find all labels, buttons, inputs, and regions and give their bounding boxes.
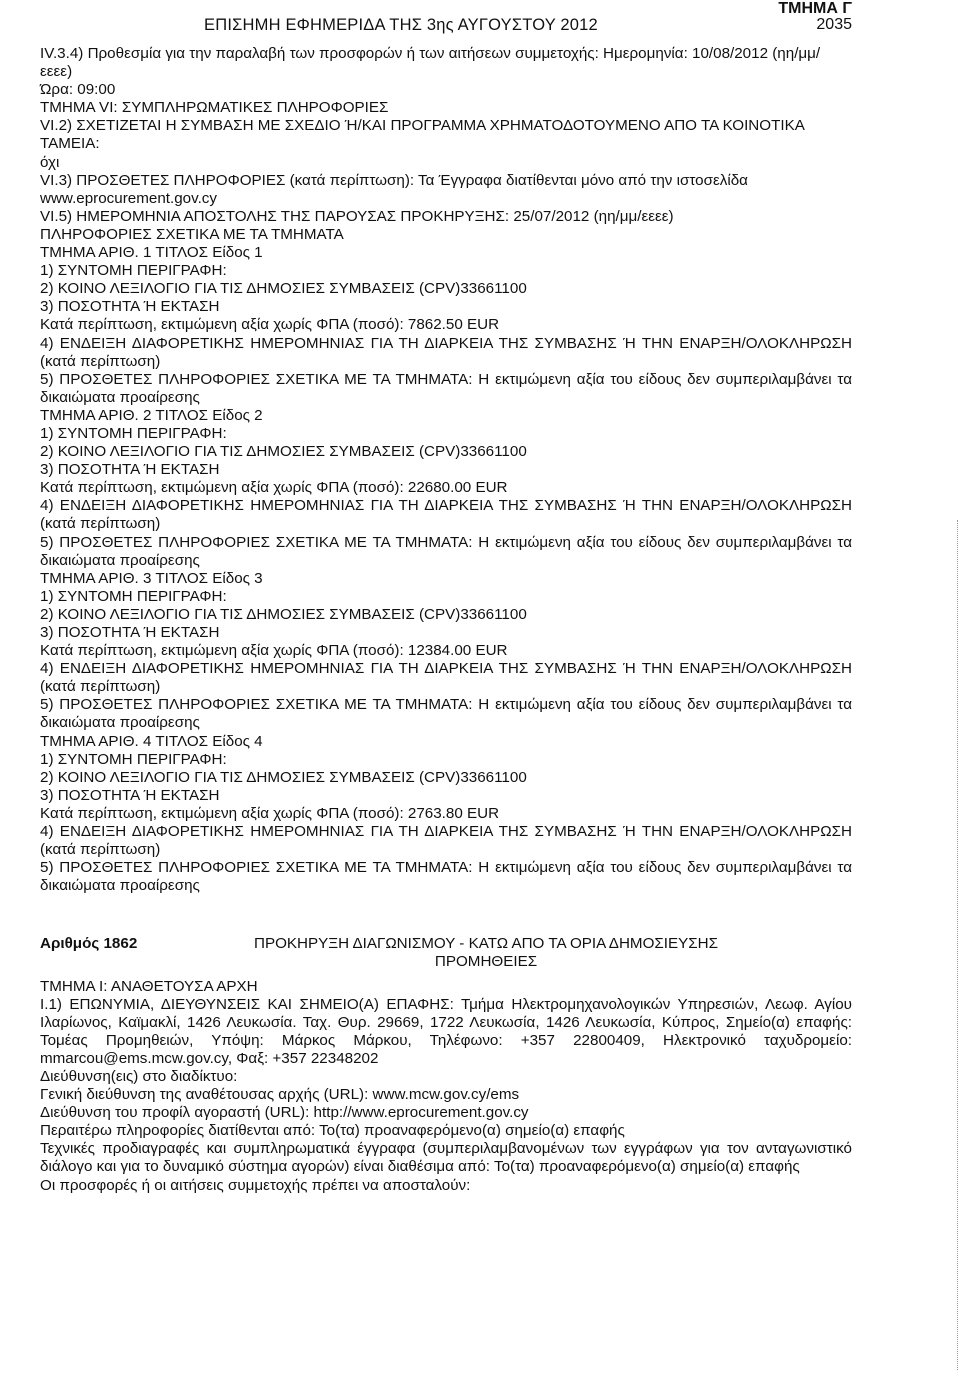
lot-cpv: 2) ΚΟΙΝΟ ΛΕΞΙΛΟΓΙΟ ΓΙΑ ΤΙΣ ΔΗΜΟΣΙΕΣ ΣΥΜΒΑΣΕΙΣ (CPV)33661100	[40, 443, 527, 461]
eu-funds-answer: όχι	[40, 153, 60, 171]
authority-section: ΤΜΗΜΑ Ι: ΑΝΑΘΕΤΟΥΣΑ ΑΡΧΗ	[40, 977, 258, 995]
general-url: Γενική διεύθυνση της αναθέτουσας αρχής (URL): www.mcw.gov.cy/ems	[40, 1086, 520, 1104]
lot-additional-info: 5) ΠΡΟΣΘΕΤΕΣ ΠΛΗΡΟΦΟΡΙΕΣ ΣΧΕΤΙΚΑ ΜΕ ΤΑ ΤΜΗΜΑΤΑ: Η εκτιμώμενη αξία του είδους δεν συμπεριλαμβάνει τα δικαιώματα προαίρεσης	[40, 370, 852, 406]
lot-dates: 4) ΕΝΔΕΙΞΗ ΔΙΑΦΟΡΕΤΙΚΗΣ ΗΜΕΡΟΜΗΝΙΑΣ ΓΙΑ ΤΗ ΔΙΑΡΚΕΙΑ ΤΗΣ ΣΥΜΒΑΣΗΣ Ή ΤΗΝ ΕΝΑΡΞΗ/ΟΛΟΚΛΗΡΩΣΗ (κατά περίπτωση)	[40, 823, 852, 859]
notice-heading: ΠΡΟΚΗΡΥΞΗ ΔΙΑΓΩΝΙΣΜΟΥ - ΚΑΤΩ ΑΠΟ ΤΑ ΟΡΙΑ ΔΗΜΟΣΙΕΥΣΗΣ	[253, 935, 718, 953]
document-body	[40, 45, 852, 1195]
buyer-profile-url: Διεύθυνση του προφίλ αγοραστή (URL): http://www.eprocurement.gov.cy	[40, 1104, 529, 1122]
further-info: Περαιτέρω πληροφορίες διατίθενται από: Το(τα) προαναφερόμενο(α) σημείο(α) επαφής	[40, 1122, 625, 1140]
lot-title: ΤΜΗΜΑ ΑΡΙΘ. 2 ΤΙΤΛΟΣ Είδος 2	[40, 406, 263, 424]
section-heading: ΤΜΗΜΑ VI: ΣΥΜΠΛΗΡΩΜΑΤΙΚΕΣ ΠΛΗΡΟΦΟΡΙΕΣ	[40, 99, 389, 117]
submission-address: Οι προσφορές ή οι αιτήσεις συμμετοχής πρέπει να αποσταλούν:	[40, 1176, 471, 1194]
lot-value: Κατά περίπτωση, εκτιμώμενη αξία χωρίς ΦΠΑ (ποσό): 12384.00 EUR	[40, 642, 508, 660]
lot-block	[40, 407, 852, 570]
lot-block	[40, 733, 852, 896]
eu-funds-question: VI.2) ΣΧΕΤΙΖΕΤΑΙ Η ΣΥΜΒΑΣΗ ΜΕ ΣΧΕΔΙΟ Ή/ΚΑΙ ΠΡΟΓΡΑΜΜΑ ΧΡΗΜΑΤΟΔΟΤΟΥΜΕΝΟ ΑΠΟ ΤΑ ΚΟΙΝΟΤΙΚΑ ΤΑΜΕΙΑ:	[40, 117, 804, 153]
dispatch-date: VI.5) ΗΜΕΡΟΜΗΝΙΑ ΑΠΟΣΤΟΛΗΣ ΤΗΣ ΠΑΡΟΥΣΑΣ ΠΡΟΚΗΡΥΞΗΣ: 25/07/2012 (ηη/μμ/εεεε)	[40, 207, 674, 225]
scan-edge	[956, 520, 958, 1370]
lot-dates: 4) ΕΝΔΕΙΞΗ ΔΙΑΦΟΡΕΤΙΚΗΣ ΗΜΕΡΟΜΗΝΙΑΣ ΓΙΑ ΤΗ ΔΙΑΡΚΕΙΑ ΤΗΣ ΣΥΜΒΑΣΗΣ Ή ΤΗΝ ΕΝΑΡΞΗ/ΟΛΟΚΛΗΡΩΣΗ (κατά περίπτωση)	[40, 660, 852, 696]
lot-quantity: 3) ΠΟΣΟΤΗΤΑ Ή ΕΚΤΑΣΗ	[40, 786, 220, 804]
additional-info: VI.3) ΠΡΟΣΘΕΤΕΣ ΠΛΗΡΟΦΟΡΙΕΣ (κατά περίπτωση): Τα Έγγραφα διατίθενται μόνο από την ιστοσελίδα	[40, 171, 748, 189]
lot-description: 1) ΣΥΝΤΟΜΗ ΠΕΡΙΓΡΑΦΗ:	[40, 750, 227, 768]
gazette-title: ΕΠΙΣΗΜΗ ΕΦΗΜΕΡΙΔΑ ΤΗΣ 3ης ΑΥΓΟΥΣΤΟΥ 2012	[204, 16, 598, 34]
lot-quantity: 3) ΠΟΣΟΤΗΤΑ Ή ΕΚΤΑΣΗ	[40, 624, 220, 641]
lot-title: ΤΜΗΜΑ ΑΡΙΘ. 3 ΤΙΤΛΟΣ Είδος 3	[40, 569, 263, 587]
authority-contact: Ι.1) ΕΠΩΝΥΜΙΑ, ΔΙΕΥΘΥΝΣΕΙΣ ΚΑΙ ΣΗΜΕΙΟ(Α) ΕΠΑΦΗΣ: Τμήμα Ηλεκτρομηχανολογικών Υπηρεσιών, Λεωφ. Αγίου Ιλαρίωνος, Καϊμακλί, 1426 Λευκωσία. Ταχ. Θυρ. 29669, 1722 Λευκωσία, 1426 Λευκωσία, Κύπρος, Σημείο(α) επαφής: Τομέας Προμηθειών, Υπόψη: Μάρκος Μάρκου, Τηλέφωνο: +357 22800409, Ηλεκτρονικό ταχυδρομείο: mmarcou@ems.mcw.gov.cy, Φαξ: +357 22348202	[40, 995, 852, 1067]
procurement-url: www.eprocurement.gov.cy	[40, 189, 217, 207]
lots-heading: ΠΛΗΡΟΦΟΡΙΕΣ ΣΧΕΤΙΚΑ ΜΕ ΤΑ ΤΜΗΜΑΤΑ	[40, 225, 344, 243]
page-header	[204, 0, 852, 40]
lot-value: Κατά περίπτωση, εκτιμώμενη αξία χωρίς ΦΠΑ (ποσό): 2763.80 EUR	[40, 804, 500, 822]
internet-addresses-label: Διεύθυνση(εις) στο διαδίκτυο:	[40, 1067, 238, 1085]
lot-description: 1) ΣΥΝΤΟΜΗ ΠΕΡΙΓΡΑΦΗ:	[40, 424, 227, 442]
lot-block	[40, 244, 852, 407]
lot-cpv: 2) ΚΟΙΝΟ ΛΕΞΙΛΟΓΙΟ ΓΙΑ ΤΙΣ ΔΗΜΟΣΙΕΣ ΣΥΜΒΑΣΕΙΣ (CPV)33661100	[40, 768, 527, 786]
page-number: 2035	[816, 16, 852, 33]
tender-deadline: IV.3.4) Προθεσμία για την παραλαβή των προσφορών ή των αιτήσεων συμμετοχής: Ημερομηνία: 10/08/2012 (ηη/μμ/εεεε)	[40, 45, 821, 81]
section-label: ΤΜΗΜΑ Γ	[778, 0, 852, 17]
lot-block	[40, 570, 852, 733]
lot-quantity: 3) ΠΟΣΟΤΗΤΑ Ή ΕΚΤΑΣΗ	[40, 461, 220, 479]
lot-cpv: 2) ΚΟΙΝΟ ΛΕΞΙΛΟΓΙΟ ΓΙΑ ΤΙΣ ΔΗΜΟΣΙΕΣ ΣΥΜΒΑΣΕΙΣ (CPV)33661100	[40, 280, 527, 298]
lot-dates: 4) ΕΝΔΕΙΞΗ ΔΙΑΦΟΡΕΤΙΚΗΣ ΗΜΕΡΟΜΗΝΙΑΣ ΓΙΑ ΤΗ ΔΙΑΡΚΕΙΑ ΤΗΣ ΣΥΜΒΑΣΗΣ Ή ΤΗΝ ΕΝΑΡΞΗ/ΟΛΟΚΛΗΡΩΣΗ (κατά περίπτωση)	[40, 497, 852, 533]
notice-number: Αριθμός 1862	[40, 935, 138, 953]
lot-value: Κατά περίπτωση, εκτιμώμενη αξία χωρίς ΦΠΑ (ποσό): 7862.50 EUR	[40, 316, 500, 334]
lot-additional-info: 5) ΠΡΟΣΘΕΤΕΣ ΠΛΗΡΟΦΟΡΙΕΣ ΣΧΕΤΙΚΑ ΜΕ ΤΑ ΤΜΗΜΑΤΑ: Η εκτιμώμενη αξία του είδους δεν συμπεριλαμβάνει τα δικαιώματα προαίρεσης	[40, 533, 852, 569]
notice-title-row	[40, 935, 852, 953]
specs-availability: Τεχνικές προδιαγραφές και συμπληρωματικά έγγραφα (συμπεριλαμβανομένων των εγγράφων για τον ανταγωνιστικό διάλογο και για το δυναμικό σύστημα αγορών) είναι διαθέσιμα από: Το(τα) προαναφερόμενο(α) σημείο(α) επαφής	[40, 1140, 852, 1176]
lot-cpv: 2) ΚΟΙΝΟ ΛΕΞΙΛΟΓΙΟ ΓΙΑ ΤΙΣ ΔΗΜΟΣΙΕΣ ΣΥΜΒΑΣΕΙΣ (CPV)33661100	[40, 605, 527, 623]
lot-dates: 4) ΕΝΔΕΙΞΗ ΔΙΑΦΟΡΕΤΙΚΗΣ ΗΜΕΡΟΜΗΝΙΑΣ ΓΙΑ ΤΗ ΔΙΑΡΚΕΙΑ ΤΗΣ ΣΥΜΒΑΣΗΣ Ή ΤΗΝ ΕΝΑΡΞΗ/ΟΛΟΚΛΗΡΩΣΗ (κατά περίπτωση)	[40, 334, 852, 370]
tender-time: Ώρα: 09:00	[40, 81, 116, 99]
lot-title: ΤΜΗΜΑ ΑΡΙΘ. 4 ΤΙΤΛΟΣ Είδος 4	[40, 732, 263, 750]
lot-quantity: 3) ΠΟΣΟΤΗΤΑ Ή ΕΚΤΑΣΗ	[40, 298, 220, 316]
lot-description: 1) ΣΥΝΤΟΜΗ ΠΕΡΙΓΡΑΦΗ:	[40, 587, 227, 605]
lot-additional-info: 5) ΠΡΟΣΘΕΤΕΣ ΠΛΗΡΟΦΟΡΙΕΣ ΣΧΕΤΙΚΑ ΜΕ ΤΑ ΤΜΗΜΑΤΑ: Η εκτιμώμενη αξία του είδους δεν συμπεριλαμβάνει τα δικαιώματα προαίρεσης	[40, 696, 852, 732]
lot-description: 1) ΣΥΝΤΟΜΗ ΠΕΡΙΓΡΑΦΗ:	[40, 262, 227, 280]
lot-additional-info: 5) ΠΡΟΣΘΕΤΕΣ ΠΛΗΡΟΦΟΡΙΕΣ ΣΧΕΤΙΚΑ ΜΕ ΤΑ ΤΜΗΜΑΤΑ: Η εκτιμώμενη αξία του είδους δεν συμπεριλαμβάνει τα δικαιώματα προαίρεσης	[40, 859, 852, 895]
lot-title: ΤΜΗΜΑ ΑΡΙΘ. 1 ΤΙΤΛΟΣ Είδος 1	[40, 244, 263, 262]
lot-value: Κατά περίπτωση, εκτιμώμενη αξία χωρίς ΦΠΑ (ποσό): 22680.00 EUR	[40, 479, 508, 497]
notice-subheading: ΠΡΟΜΗΘΕΙΕΣ	[434, 953, 538, 971]
